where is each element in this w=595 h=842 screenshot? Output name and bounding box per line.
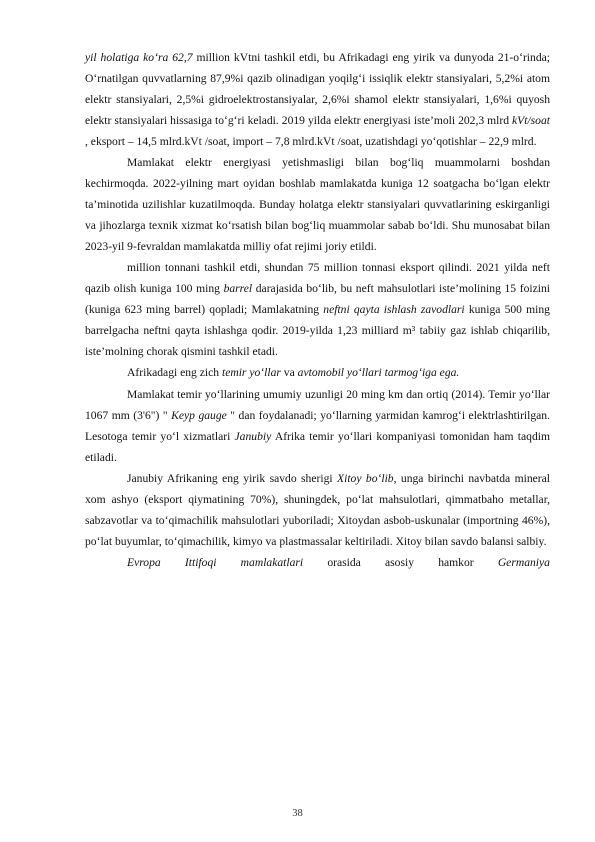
- text-run: va: [280, 366, 298, 380]
- paragraph-p3: [85, 258, 550, 363]
- text-run: Mamlakat elektr energiyasi yetishmasligi bilan bog‘liq muammolarni boshdan kechirmoqda. 2022-yilning mart oyidan boshlab mamlakatda kuniga 12 soatgacha bo‘lgan elektr ta’minotida uzilishlar kuzatilmoqda. Bunday holatga elektr stansiyalari quvvatlarining eskirganligi va jihozlarga texnik xizmat ko‘rsatish bilan bog‘liq muammolar sabab bo‘ldi. Shu munosabat bilan 2023-yil 9-fevraldan mamlakatda milliy ofat rejimi joriy etildi.: [85, 156, 550, 253]
- text-run: darajasida bo‘lib, bu neft mahsulotlari iste’molining 15 foizini (kuniga 623 ming barrel) qopladi; Mamlakatning: [85, 282, 550, 317]
- italic-term: Germaniya: [497, 556, 550, 570]
- italic-term: Janubiy: [234, 429, 272, 443]
- italic-term: yil holatiga ko‘ra 62,7: [85, 51, 193, 64]
- paragraph-p6: [85, 469, 550, 553]
- italic-term: neftni qayta ishlash zavodlari: [323, 303, 465, 317]
- paragraph-p5: [85, 385, 550, 469]
- text-run: " dan foydalanadi; yo‘llarning yarmidan kamrog‘i elektrlashtirilgan. Lesotoga temir yo‘l xizmatlari: [85, 408, 551, 443]
- paragraph-p4: [85, 363, 550, 384]
- paragraph-p2: [85, 153, 550, 258]
- page-body: [85, 48, 550, 575]
- italic-term: kVt/soat: [512, 113, 550, 127]
- text-run: million kVtni tashkil etdi, bu Afrikadagi eng yirik va dunyoda 21-o‘rinda; O‘rnatilgan quvvatlarning 87,9%i qazib olinadigan yoqilg‘i issiqlik elektr stansiyalari, 5,2%i atom elektr stansiyalari, 2,5%i gidroelektrostansiyalar, 2,6%i shamol elektr stansiyalari, 1,6%i quyosh elektr stansiyalari hissasiga to‘g‘ri keladi. 2019 yilda elektr energiyasi iste’moli 202,3 mlrd: [85, 51, 550, 127]
- italic-term: Evropa Ittifoqi mamlakatlari: [127, 556, 304, 570]
- italic-term: barrel: [223, 282, 253, 296]
- italic-term: avtomobil yo‘llari tarmog‘iga ega.: [297, 366, 460, 380]
- text-run: Afrika temir yo‘llari kompaniyasi tomonidan ham taqdim etiladi.: [85, 429, 550, 464]
- paragraph-p1: [85, 48, 550, 153]
- italic-term: Xitoy bo‘lib: [337, 472, 394, 486]
- text-run: million tonnani tashkil etdi, shundan 75 million tonnasi eksport qilindi. 2021 yilda neft qazib olish kuniga 100 ming: [85, 261, 550, 296]
- text-run: orasida asosiy hamkor: [303, 556, 498, 570]
- text-run: , unga birinchi navbatda mineral xom ashyo (eksport qiymatining 70%), shuningdek, po‘lat mahsulotlari, qimmatbaho metallar, sabzavotlar va to‘qimachilik mahsulotlari yuboriladi; Xitoydan asbob-uskunalar (importning 46%), po‘lat buyumlar, to‘qimachilik, kimyo va plastmassalar keltiriladi. Xitoy bilan savdo balansi salbiy.: [85, 472, 550, 548]
- text-run: , eksport – 14,5 mlrd.kVt /soat, import – 7,8 mlrd.kVt /soat, uzatishdagi yo‘qotishlar – 22,9 mlrd.: [85, 134, 537, 148]
- text-run: Mamlakat temir yo‘llarining umumiy uzunligi 20 ming km dan ortiq (2014). Temir yo‘llar 1067 mm (3'6") ": [85, 387, 550, 422]
- text-run: kuniga 500 ming barrelgacha neftni qayta ishlashga qodir. 2019-yilda 1,23 milliard m³ tabiiy gaz ishlab chiqarilib, iste’molning chorak qismini tashkil etadi.: [85, 303, 550, 358]
- italic-term: temir yo‘llar: [221, 366, 281, 380]
- text-run: Afrikadagi eng zich: [127, 366, 222, 380]
- italic-term: Keyp gauge: [171, 408, 227, 422]
- page-number: 38: [292, 808, 303, 819]
- text-run: Janubiy Afrikaning eng yirik savdo sherigi: [127, 472, 338, 486]
- paragraph-p7: [85, 553, 550, 574]
